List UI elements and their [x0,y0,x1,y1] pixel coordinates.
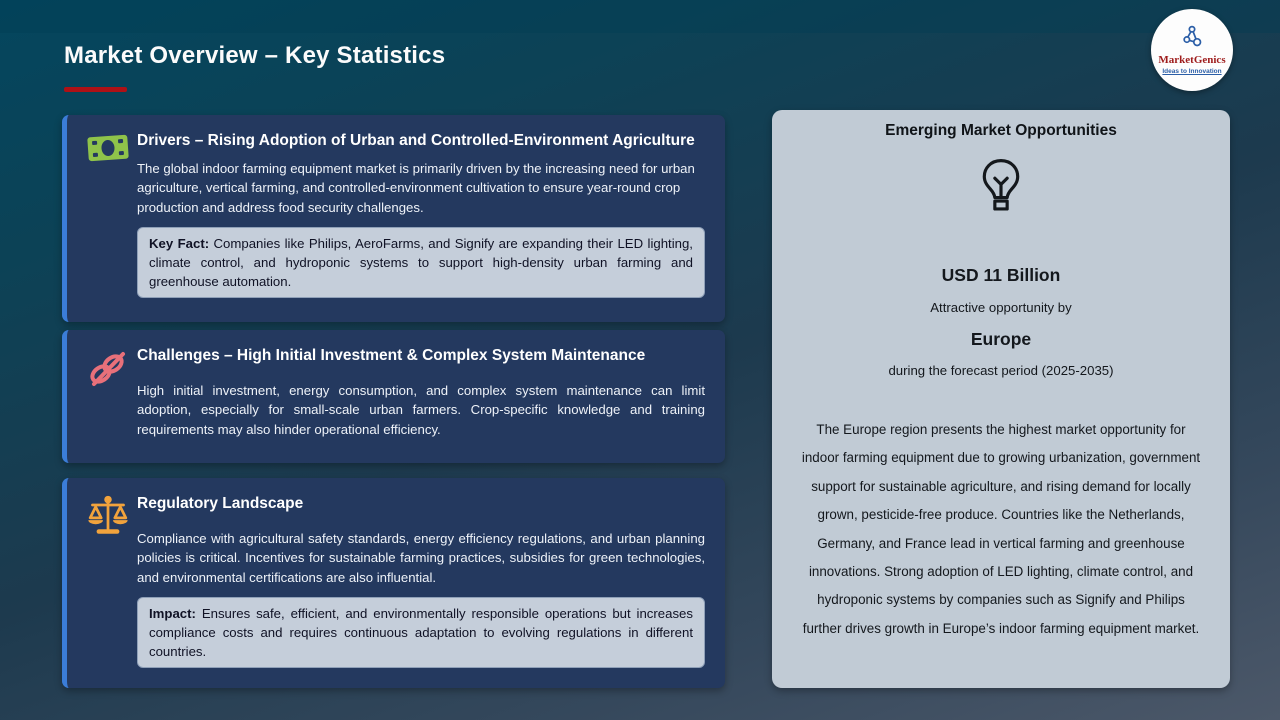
logo-tagline: Ideas to Innovation [1162,67,1222,75]
logo-name: MarketGenics [1158,54,1226,67]
broken-link-icon [79,343,137,451]
opportunity-description: The Europe region presents the highest market opportunity for indoor farming equipment due to growing urbanization, government support for sustainable agriculture, and rising demand for locally grown, pesticide-free produce. Countries like the Netherlands, Germany, and France lead in vertical farming and greenhouse innovations. Strong adoption of LED lighting, climate control, and hydroponic systems by companies such as Signify and Philips further drives growth in Europe’s indoor farming equipment market. [801,422,1201,636]
card-body: High initial investment, energy consumption, and complex system maintenance can limit adoption, especially for small-scale urban farmers. Crop-specific knowledge and training requirements may also hinder operational efficiency. [137,383,705,437]
scales-icon [79,491,137,676]
regulatory-card [62,478,725,688]
impact-text: Ensures safe, efficient, and environmentally responsible operations but increases compliance costs and requires continuous adaptation to evolving regulations in different countries. [149,605,693,660]
opportunity-value: USD 11 Billion [941,265,1061,285]
molecule-icon [1179,25,1205,54]
opportunity-panel [772,110,1230,688]
card-heading: Drivers – Rising Adoption of Urban and Controlled-Environment Agriculture [137,132,695,149]
drivers-card [62,115,725,322]
title-underline [64,87,127,92]
key-fact-text: Companies like Philips, AeroFarms, and Signify are expanding their LED lighting, climate control, and hydroponic systems to support high-density urban farming and greenhouse automation. [149,235,693,290]
card-heading: Regulatory Landscape [137,495,304,512]
card-heading: Challenges – High Initial Investment & Complex System Maintenance [137,347,646,364]
key-fact-label: Key Fact: [149,235,210,251]
card-body: The global indoor farming equipment market is primarily driven by the increasing need for urban agriculture, vertical farming, and controlled-environment cultivation to ensure year-round crop production and address food security challenges. [137,161,695,215]
opportunity-period: during the forecast period (2025-2035) [888,363,1114,378]
opportunity-region: Europe [970,329,1032,349]
top-band [0,0,1280,33]
card-body: Compliance with agricultural safety standards, energy efficiency regulations, and urban planning policies is critical. Incentives for sustainable farming practices, subsidies for green technologies, and environmental certifications are also influential. [137,531,705,585]
lightbulb-icon [794,158,1208,221]
page-title: Market Overview – Key Statistics [64,42,446,69]
logo [1151,9,1233,91]
money-icon [79,128,137,310]
panel-title: Emerging Market Opportunities [885,122,1117,139]
key-fact-box [137,227,705,298]
opportunity-subtitle: Attractive opportunity by [930,300,1072,315]
impact-box [137,597,705,668]
challenges-card [62,330,725,463]
impact-label: Impact: [149,605,196,621]
